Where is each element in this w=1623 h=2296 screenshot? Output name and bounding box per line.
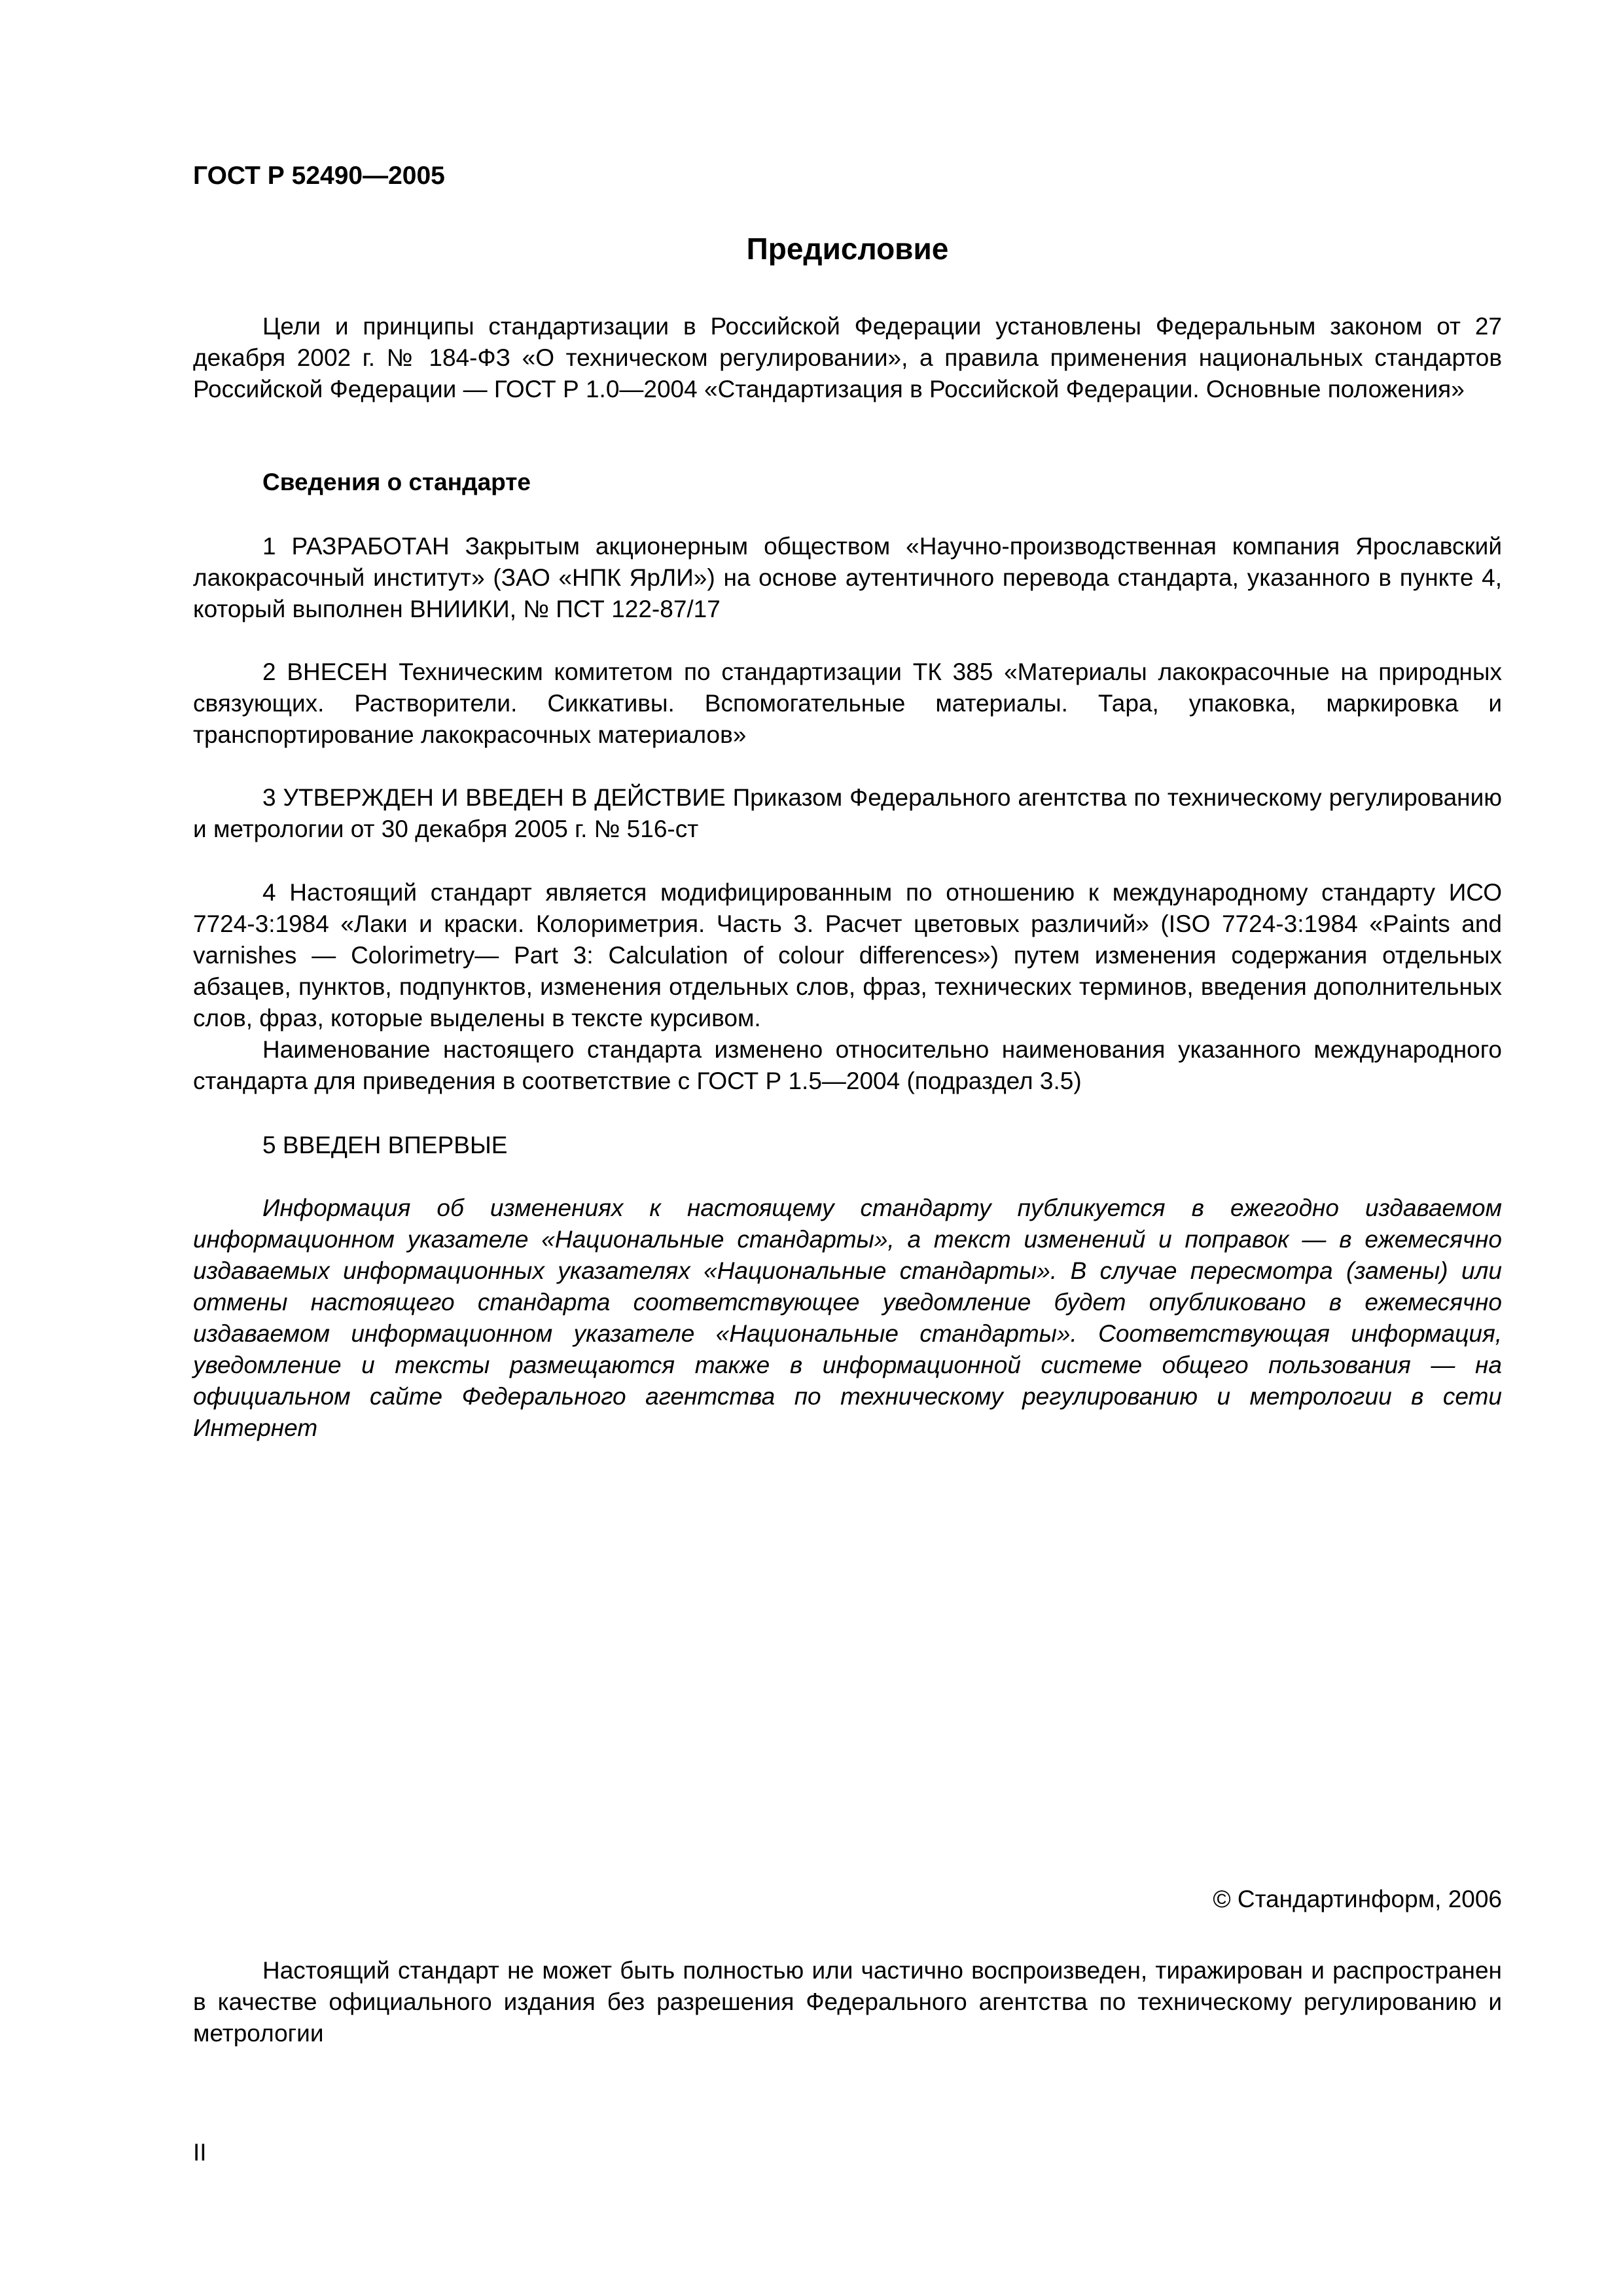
item-1-developed: 1 РАЗРАБОТАН Закрытым акционерным обществом «Научно-производственная компания Ярославский лакокрасочный институт» (ЗАО «НПК ЯрЛИ») на основе аутентичного перевода стандарта, указанного в пункте 4, который выполнен ВНИИКИ, № ПСТ 122-87/17 (193, 533, 1502, 622)
intro-paragraph: Цели и принципы стандартизации в Российской Федерации установлены Федеральным законом от 27 декабря 2002 г. № 184-ФЗ «О техническом регулировании», а правила применения национальных стандартов Российской Федерации — ГОСТ Р 1.0—2004 «Стандартизация в Российской Федерации. Основные положения» (193, 313, 1502, 403)
document-id-header: ГОСТ Р 52490—2005 (193, 162, 445, 190)
reproduction-notice: Настоящий стандарт не может быть полностью или частично воспроизведен, тиражирован и распространен в качестве официального издания без разрешения Федерального агентства по техническому регулированию и метрологии (193, 1957, 1502, 2047)
page-number: II (193, 2139, 207, 2166)
item-5-first-introduced: 5 ВВЕДЕН ВПЕРВЫЕ (262, 1132, 508, 1158)
page-title: Предисловие (746, 232, 949, 266)
item-2-introduced: 2 ВНЕСЕН Техническим комитетом по стандартизации ТК 385 «Материалы лакокрасочные на природных связующих. Растворители. Сиккативы. Вспомогательные материалы. Тара, упаковка, маркировка и транспортирование лакокрасочных материалов» (193, 658, 1502, 748)
changes-notice: Информация об изменениях к настоящему стандарту публикуется в ежегодно издаваемом информационном указателе «Национальные стандарты», а текст изменений и поправок — в ежемесячно издаваемых информационных указателях «Национальные стандарты». В случае пересмотра (замены) или отмены настоящего стандарта соответствующее уведомление будет опубликовано в ежемесячно издаваемом информационном указателе «Национальные стандарты». Соответствующая информация, уведомление и тексты размещаются также в информационной системе общего пользования — на официальном сайте Федерального агентства по техническому регулированию и метрологии в сети Интернет (193, 1194, 1502, 1441)
item-3-approved: 3 УТВЕРЖДЕН И ВВЕДЕН В ДЕЙСТВИЕ Приказом Федерального агентства по техническому регулированию и метрологии от 30 декабря 2005 г. № 516-ст (193, 784, 1502, 842)
item-4-modification: 4 Настоящий стандарт является модифицированным по отношению к международному стандарту ИСО 7724-3:1984 «Лаки и краски. Колориметрия. Часть 3. Расчет цветовых различий» (ISO 7724-3:1984 «Paints and varnishes — Colorimetry— Part 3: Calculation of colour differences») путем изменения содержания отдельных абзацев, пунктов, подпунктов, изменения отдельных слов, фраз, технических терминов, введения дополнительных слов, фраз, которые выделены в тексте курсивом. (193, 879, 1502, 1031)
item-4-name-note: Наименование настоящего стандарта изменено относительно наименования указанного международного стандарта для приведения в соответствие с ГОСТ Р 1.5—2004 (подраздел 3.5) (193, 1036, 1502, 1094)
info-heading: Сведения о стандарте (262, 469, 531, 495)
copyright-notice: © Стандартинформ, 2006 (1213, 1886, 1502, 1912)
